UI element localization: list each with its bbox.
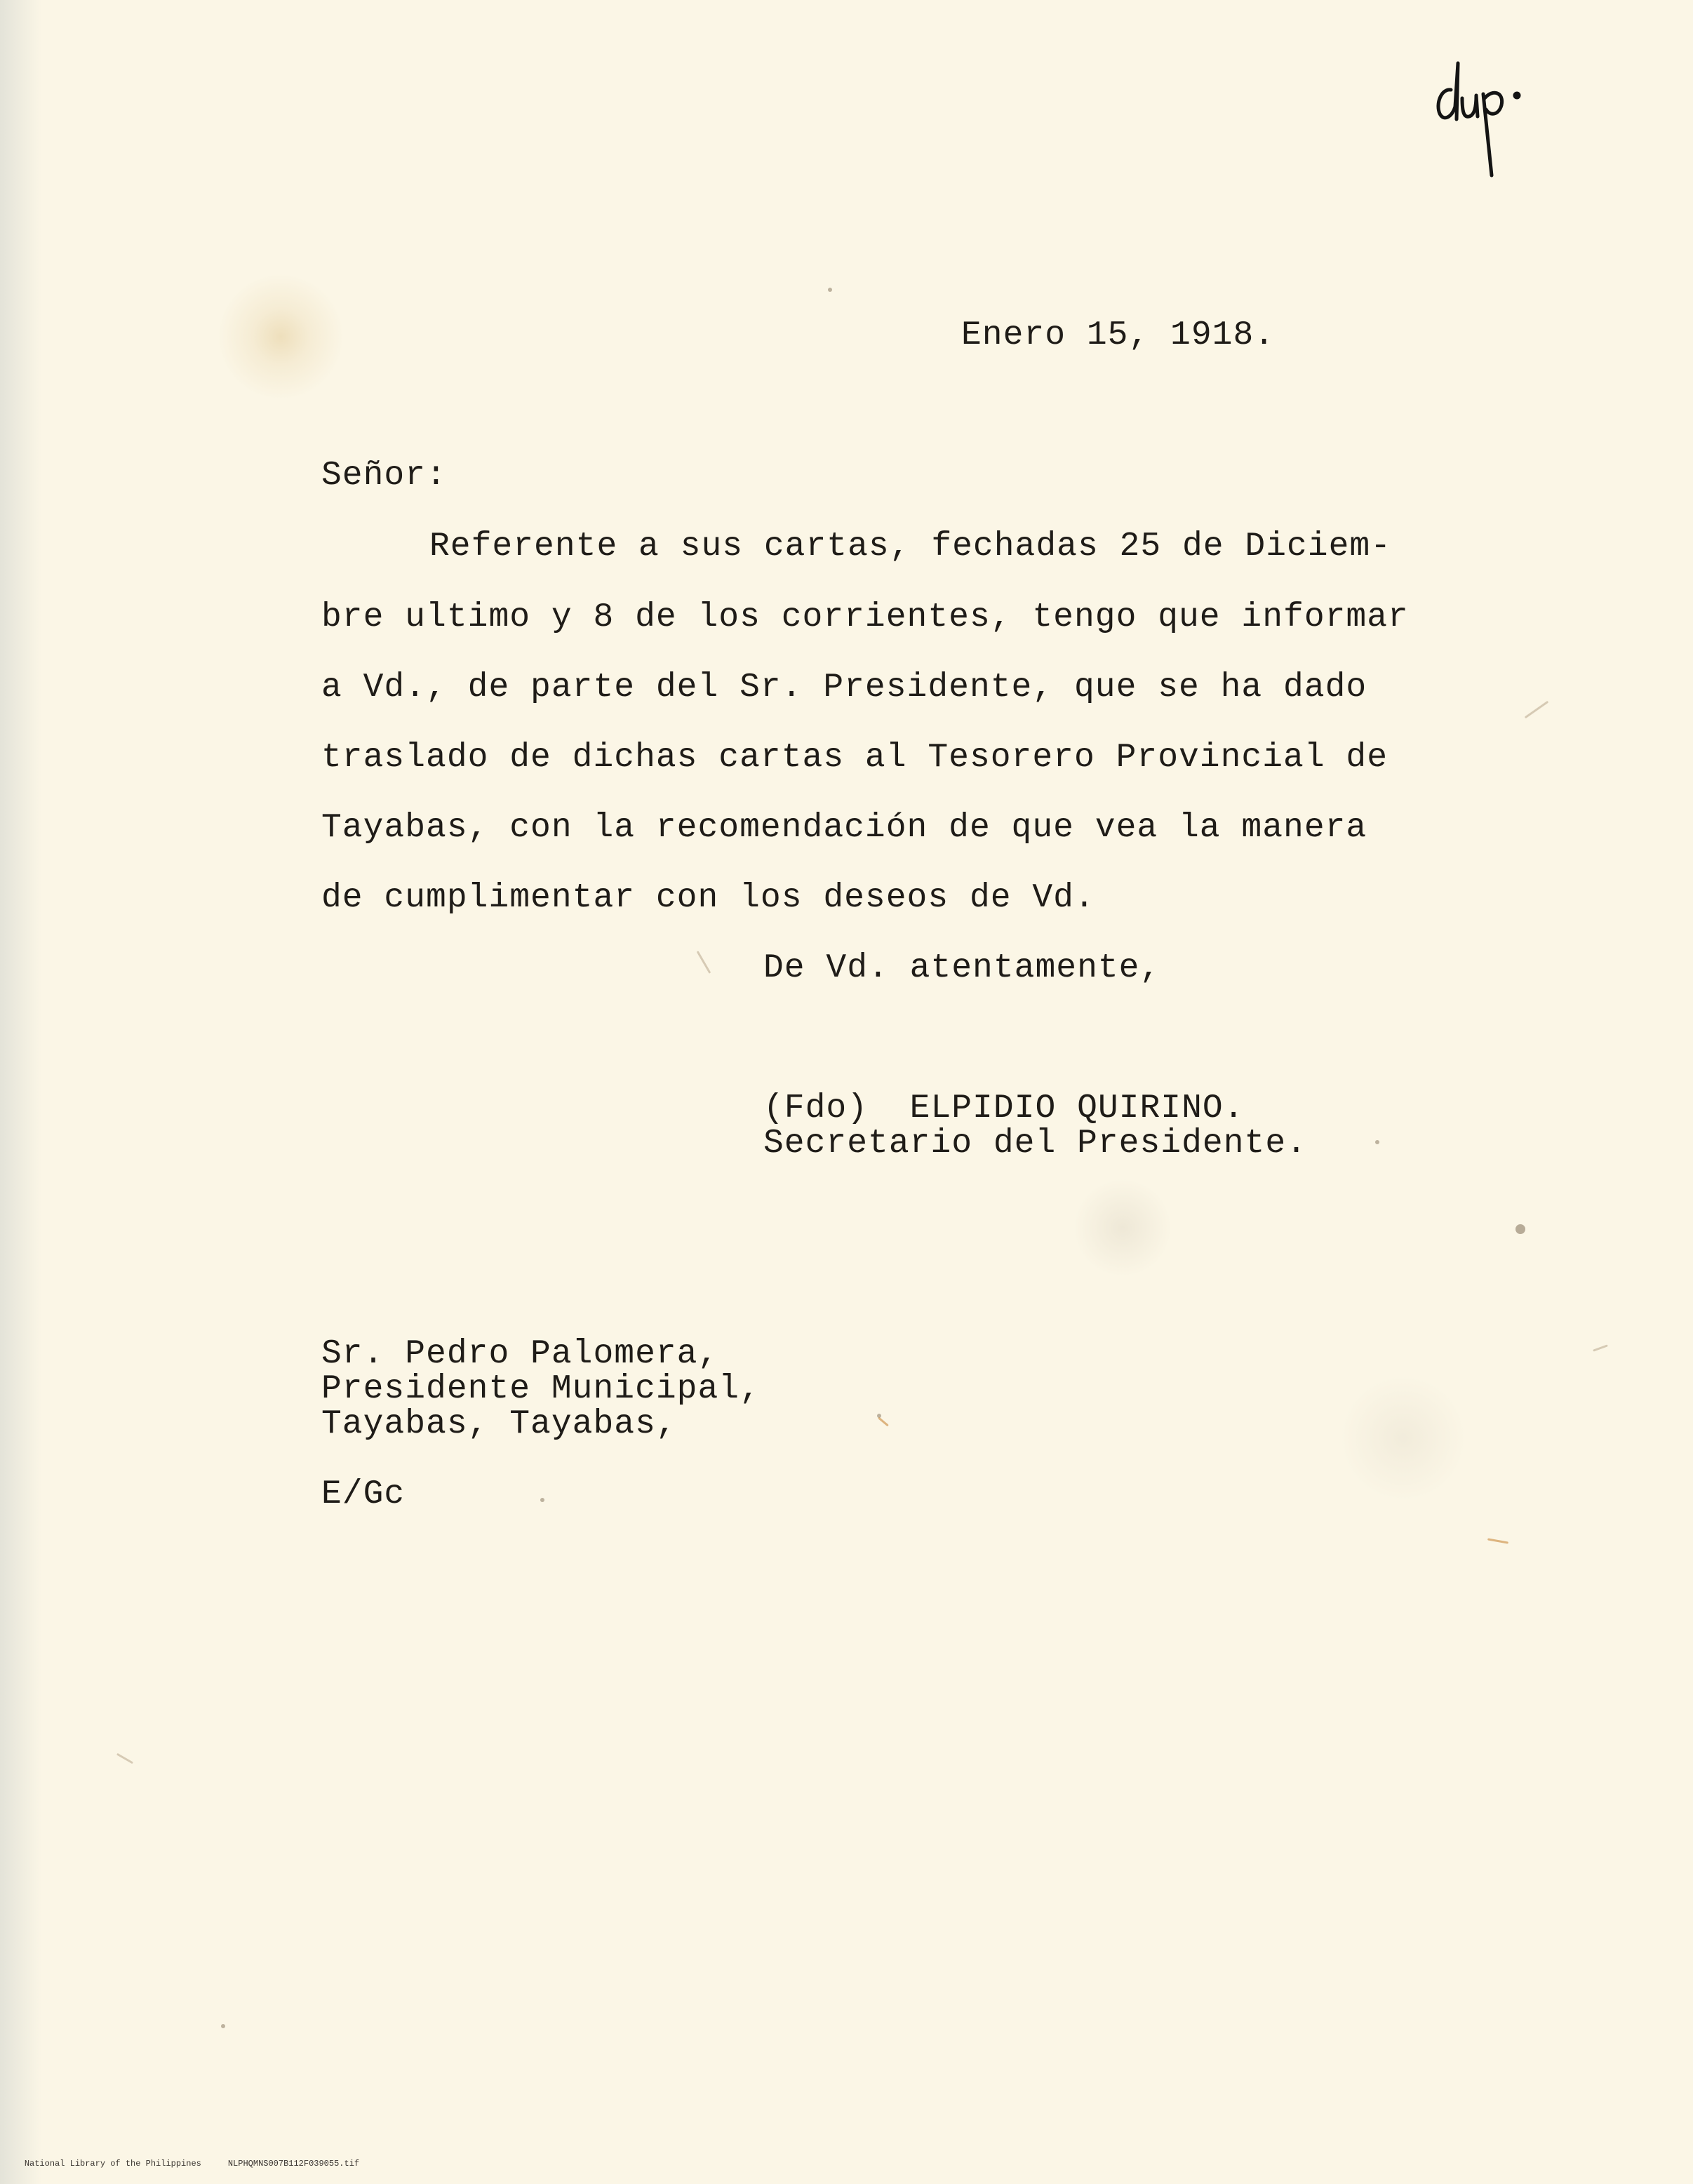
body-line: traslado de dichas cartas al Tesorero Provincial de (321, 739, 1388, 777)
paper-speck (1515, 1224, 1525, 1234)
paper-fibre (116, 1753, 133, 1764)
recipient-line: Presidente Municipal, (321, 1370, 761, 1408)
paper-fibre (1593, 1344, 1608, 1351)
recipient-line: Tayabas, Tayabas, (321, 1405, 677, 1443)
body-line: a Vd., de parte del Sr. Presidente, que se ha dado (321, 669, 1367, 706)
body-line: Tayabas, con la recomendación de que vea la manera (321, 809, 1367, 847)
scan-footer (4, 2149, 386, 2178)
letter-date: Enero 15, 1918. (961, 316, 1276, 354)
paper-speck (1375, 1140, 1379, 1144)
paper-fibre (878, 1417, 889, 1427)
handwritten-dup-note-icon (1431, 49, 1530, 182)
footer-file-id: NLPHQMNS007B112F039055.tif (227, 2159, 360, 2169)
letter-closing: De Vd. atentamente, (763, 949, 1161, 987)
signature-name: (Fdo) ELPIDIO QUIRINO. (763, 1090, 1245, 1127)
letter-salutation: Señor: (321, 457, 447, 495)
body-line: bre ultimo y 8 de los corrientes, tengo que informar (321, 598, 1409, 636)
paper-speck (221, 2024, 225, 2028)
paper-fibre (1525, 701, 1548, 718)
paper-speck (828, 288, 832, 292)
body-line: de cumplimentar con los deseos de Vd. (321, 879, 1095, 917)
reference-initials: E/Gc (321, 1475, 406, 1513)
footer-library: National Library of the Philippines (24, 2159, 201, 2169)
recipient-line: Sr. Pedro Palomera, (321, 1335, 719, 1373)
paper-speck (540, 1498, 544, 1502)
paper-fibre (1487, 1538, 1508, 1543)
paper-fibre (697, 951, 711, 974)
signature-title: Secretario del Presidente. (763, 1125, 1307, 1163)
body-line: Referente a sus cartas, fechadas 25 de Diciem- (429, 528, 1392, 565)
